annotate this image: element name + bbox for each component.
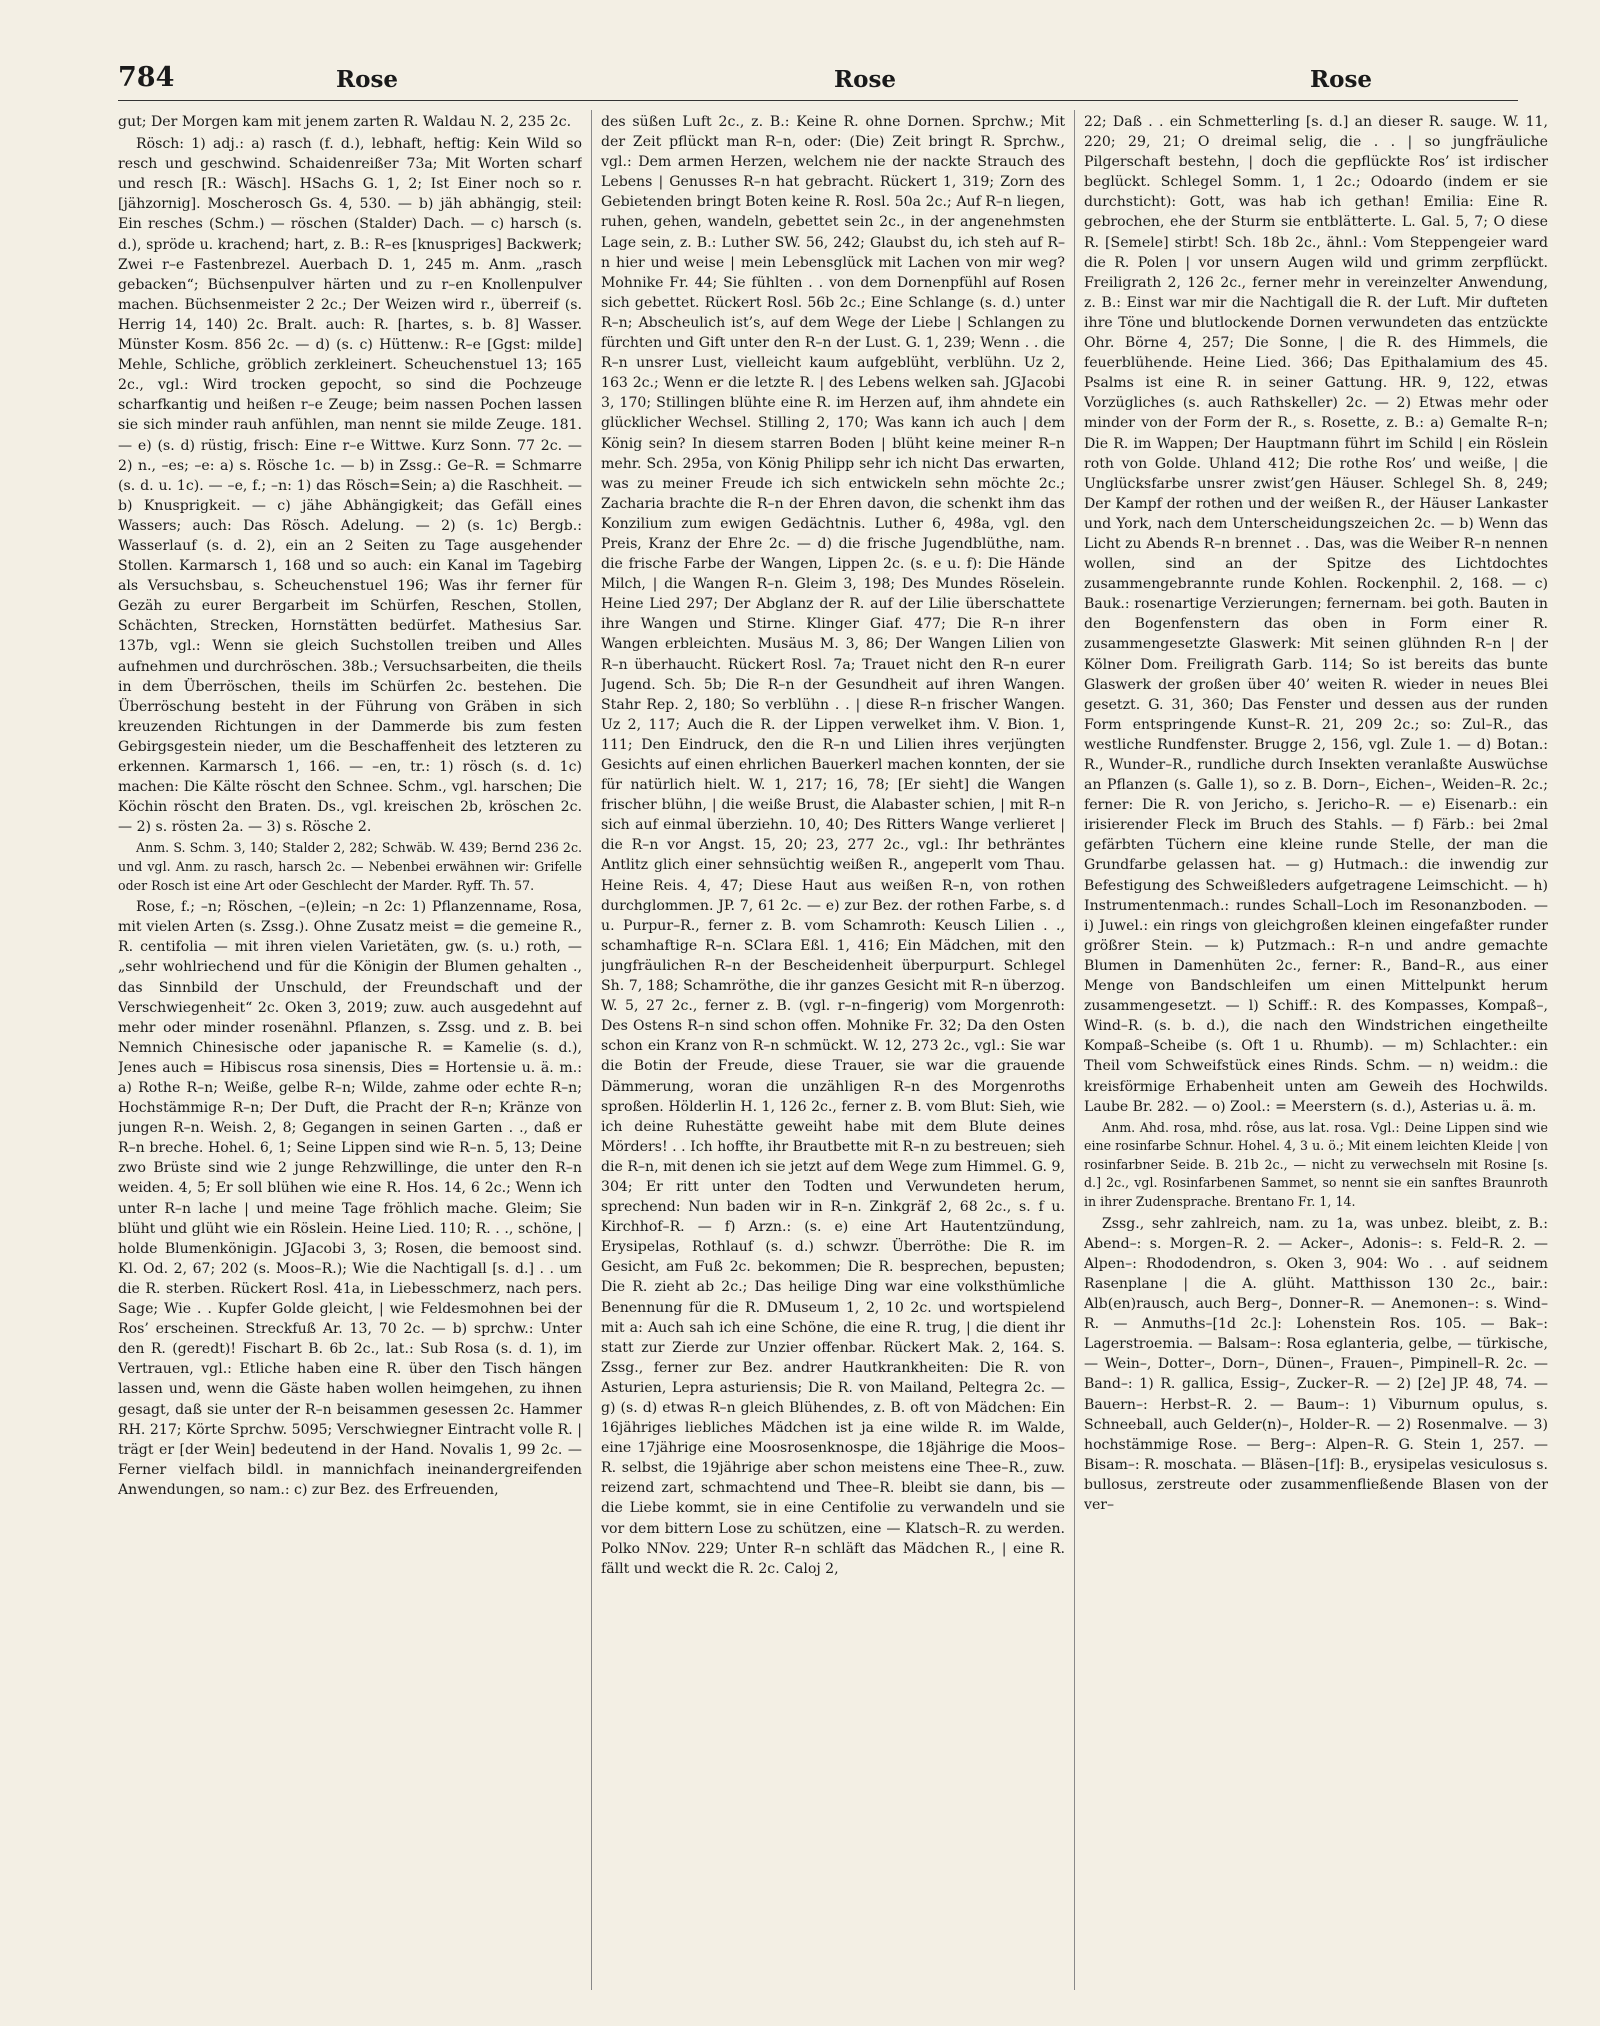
column-3 <box>1084 112 1548 1992</box>
entry-paragraph: Rösch: 1) adj.: a) rasch (f. d.), lebhaft, heftig: Kein Wild so resch und geschwind. Schaidenreißer 73a; Mit Worten scharf und resch [R.: Wäsch]. HSachs G. 1, 2; Ist Einer noch so r. [jähzornig]. Moscherosch Gs. 4, 530. — b) jäh abhängig, steil: Ein resches (Schm.) — röschen (Stalder) Dach. — c) harsch (s. d.), spröde u. krachend; hart, z. B.: R–es [knuspriges] Backwerk; Zwei r–e Fastenbrezel. Auerbach D. 1, 245 m. Anm. „rasch gebacken“; Büchsenpulver härten und zu r–en Knollenpulver machen. Büchsenmeister 2 2c.; Der Weizen wird r., überreif (s. Herrig 14, 140) 2c. Bralt. auch: R. [hartes, s. b. 8] Wasser. Münster Kosm. 856 2c. — d) (s. c) Hüttenw.: R–e [Ggst: milde] Mehle, Schliche, gröblich zerkleinert. Scheuchenstuel 13; 165 2c., vgl.: Wird trocken gepocht, so sind die Pochzeuge scharfkantig und heißen r–e Zeuge; beim nassen Pochen lassen sie sich minder rauh anfühlen, man nennt sie milde Zeuge. 181. — e) (s. d) rüstig, frisch: Eine r–e Wittwe. Kurz Sonn. 77 2c. — 2) n., –es; –e: a) s. Rösche 1c. — b) in Zssg.: Ge–R. = Schmarre (s. d. u. 1c). — –e, f.; –n: 1) das Rösch=Sein; a) die Raschheit. — b) Knusprigkeit. — c) jähe Abhängigkeit; das Gefäll eines Wassers; auch: Das Rösch. Adelung. — 2) (s. 1c) Bergb.: Wasserlauf (s. d. 2), ein an 2 Seiten zu Tage ausgehender Stollen. Karmarsch 1, 168 und so auch: ein Kanal im Tagebirg als Versuchsbau, s. Scheuchenstuel 196; Was ihr ferner für Gezäh zu eurer Bergarbeit im Schürfen, Reschen, Stollen, Schächten, Strecken, Hornstätten bedürfet. Mathesius Sar. 137b, vgl.: Wenn sie gleich Suchstollen treiben und Alles aufnehmen und durchröschen. 38b.; Versuchsarbeiten, die theils in dem Überröschen, theils im Schürfen 2c. bestehen. Die Überröschung besteht in der Führung von Gräben in sich kreuzenden Richtungen in der Dammerde bis zum festen Gebirgsgestein nieder, um die Beschaffenheit des letzteren zu erkennen. Karmarsch 1, 166. — –en, tr.: 1) rösch (s. d. 1c) machen: Die Kälte röscht den Schnee. Schm., vgl. harschen; Die Köchin röscht den Braten. Ds., vgl. kreischen 2b, kröschen 2c. — 2) s. rösten 2a. — 3) s. Rösche 2. <box>118 136 582 836</box>
running-head-left: Rose <box>336 66 399 93</box>
entry-note: Anm. Ahd. rosa, mhd. rôse, aus lat. rosa. Vgl.: Deine Lippen sind wie eine rosinfarbe Schnur. Hohel. 4, 3 u. ö.; Mit einem leichten Kleide | von rosinfarbner Seide. B. 21b 2c., — nicht zu verwechseln mit Rosine [s. d.] 2c., vgl. Rosinfarbenen Sammet, so nennt sie ein sanftes Braunroth in ihrer Zudensprache. Brentano Fr. 1, 14. <box>1084 1119 1548 1210</box>
running-head-middle: Rose <box>834 66 897 93</box>
entry-paragraph: 22; Daß . . ein Schmetterling [s. d.] an dieser R. sauge. W. 11, 220; 29, 21; O dreimal selig, die . . | so jungfräuliche Pilgerschaft bestehn, | doch die gepflückte Ros’ ist irdischer beglückt. Schlegel Somm. 1, 1 2c.; Odoardo (indem er sie durchsticht): Gott, was hab ich gethan! Emilia: Eine R. gebrochen, ehe der Sturm sie entblätterte. L. Gal. 5, 7; O diese R. [Semele] stirbt! Sch. 18b 2c., ähnl.: Vom Steppengeier ward die R. Polen | vor unsern Augen wild und grimm zerpflückt. Freiligrath 2, 126 2c., ferner mehr in vereinzelter Anwendung, z. B.: Einst war mir die Nachtigall die R. der Luft. Mir dufteten ihre Töne und blutlockende Dornen verwundeten das entzückte Ohr. Börne 4, 257; Die Sonne, | die R. des Himmels, die feuerblühende. Heine Lied. 366; Das Epithalamium des 45. Psalms ist eine R. in seiner Gattung. HR. 9, 122, etwas Vorzügliches (s. auch Rathskeller) 2c. — 2) Etwas mehr oder minder von der Form der R., s. Rosette, z. B.: a) Gemalte R–n; Die R. im Wappen; Der Hauptmann führt im Schild | ein Röslein roth von Golde. Uhland 412; Die rothe Ros’ und weiße, | die Unglücksfarbe unsrer zwist’gen Häuser. Schlegel Sh. 8, 249; Der Kampf der rothen und der weißen R., der Häuser Lankaster und York, nach dem Unterscheidungszeichen 2c. — b) Wenn das Licht zu Abends R–n brennet . . Das, was die Weiber R–n nennen wollen, sind an der Spitze des Lichtdochtes zusammengebrannte runde Kohlen. Rockenphil. 2, 168. — c) Bauk.: rosenartige Verzierungen; fernernam. bei goth. Bauten in den Bogenfenstern das oben in Form einer R. zusammengesetzte Glaswerk: Mit seinen glühnden R–n | der Kölner Dom. Freiligrath Garb. 114; So ist bereits das bunte Glaswerk der großen über 40’ weiten R. wieder in neues Blei gesetzt. G. 31, 360; Das Fenster und dessen aus der runden Form entspringende Kunst–R. 21, 209 2c.; so: Zul–R., das westliche Rundfenster. Brugge 2, 156, vgl. Zule 1. — d) Botan.: R., Wunder–R., rundliche durch Insekten veranlaßte Auswüchse an Pflanzen (s. Galle 1), so z. B. Dorn–, Eichen–, Weiden–R. 2c.; ferner: Die R. von Jericho, s. Jericho–R. — e) Eisenarb.: ein irisierender Fleck im Bruch des Stahls. — f) Färb.: bei 2mal gefärbten Tüchern eine kleine runde Stelle, der man die Grundfarbe gelassen hat. — g) Hutmach.: die inwendig zur Befestigung des Schweißleders aufgetragene Leimschicht. — h) Instrumentenmach.: rundes Schall–Loch im Resonanzboden. — i) Juwel.: ein rings von gleichgroßen kleinen eingefaßter runder größrer Stein. — k) Putzmach.: R–n und andre gemachte Blumen in Damenhüten 2c., ferner: R., Band–R., aus einer Menge von Bandschleifen um einen Mittelpunkt herum zusammengesetzt. — l) Schiff.: R. des Kompasses, Kompaß–, Wind–R. (s. b. d.), die nach den Windstrichen eingetheilte Kompaß–Scheibe (s. Oft 1 u. Rhumb). — m) Schlachter.: ein Theil vom Schweifstück eines Rinds. Schm. — n) weidm.: die kreisförmige Erhabenheit unten am Geweih des Hochwilds. Laube Br. 282. — o) Zool.: = Meerstern (s. d.), Asterias u. ä. m. <box>1084 114 1548 1115</box>
entry-paragraph: Zssg., sehr zahlreich, nam. zu 1a, was unbez. bleibt, z. B.: Abend–: s. Morgen–R. 2. — Acker–, Adonis–: s. Feld–R. 2. — Alpen–: Rhododendron, s. Oken 3, 904: Wo . . auf seidnem Rasenplane | die A. glüht. Matthisson 130 2c., bair.: Alb(en)rausch, auch Berg–, Donner–R. — Anemonen–: s. Wind–R. — Anmuths–[1d 2c.]: Lohenstein Ros. 105. — Bak–: Lagerstroemia. — Balsam–: Rosa eglanteria, gelbe, — türkische, — Wein–, Dotter–, Dorn–, Dünen–, Frauen–, Pimpinell–R. 2c. — Band–: 1) R. gallica, Essig–, Zucker–R. — 2) [2e] JP. 48, 74. — Bauern–: Herbst–R. 2. — Baum–: 1) Viburnum opulus, s. Schneeball, auch Gelder(n)–, Holder–R. — 2) Rosenmalve. — 3) hochstämmige Rose. — Berg–: Alpen–R. G. Stein 1, 257. — Bisam–: R. moschata. — Bläsen–[1f]: B., erysipelas vesiculosus s. bullosus, zerstreute oder zusammenfließende Blasen von der ver– <box>1084 1215 1548 1513</box>
entry-note: Anm. S. Schm. 3, 140; Stalder 2, 282; Schwäb. W. 439; Bernd 236 2c. und vgl. Anm. zu rasch, harsch 2c. — Nebenbei erwähnen wir: Grifelle oder Rosch ist eine Art oder Geschlecht der Marder. Ryff. Th. 57. <box>118 840 582 893</box>
column-2 <box>601 112 1065 1992</box>
entry-paragraph: Rose, f.; –n; Röschen, –(e)lein; –n 2c: 1) Pflanzenname, Rosa, mit vielen Arten (s. Zssg.). Ohne Zusatz meist = die gemeine R., R. centifolia — mit ihren vielen Varietäten, gw. (s. u.) roth, — „sehr wohlriechend und für die Königin der Blumen gehalten ., das Sinnbild der Unschuld, der Freundschaft und der Verschwiegenheit“ 2c. Oken 3, 2019; zuw. auch ausgedehnt auf mehr oder minder rosenähnl. Pflanzen, s. Zssg. und z. B. bei Nemnich Chinesische oder japanische R. = Kamelie (s. d.), Jenes auch = Hibiscus rosa sinensis, Dies = Hortensie u. ä. m.: a) Rothe R–n; Weiße, gelbe R–n; Wilde, zahme oder echte R–n; Hochstämmige R–n; Der Duft, die Pracht der R–n; Kränze von jungen R–n. Weish. 2, 8; Gegangen in seinen Garten . ., daß er R–n breche. Hohel. 6, 1; Seine Lippen sind wie R–n. 5, 13; Deine zwo Brüste sind wie 2 junge Rehzwillinge, die unter den R–n weiden. 4, 5; Er soll blühen wie eine R. Hos. 14, 6 2c.; Wenn ich unter R–n lache | und meine Tage fröhlich mache. Gleim; Sie blüht und glüht wie ein Röslein. Heine Lied. 110; R. . ., schöne, | holde Blumenkönigin. JGJacobi 3, 3; Rosen, die bemoost sind. Kl. Od. 2, 67; 202 (s. Moos–R.); Wie die Nachtigall [s. d.] . . um die R. sterben. Rückert Rosl. 41a, in Liebesschmerz, nach pers. Sage; Wie . . Kupfer Golde gleicht, | wie Feldesmohnen bei der Ros’ erscheinen. Streckfuß Ar. 13, 70 2c. — b) sprchw.: Unter den R. (geredt)! Fischart B. 6b 2c., lat.: Sub Rosa (s. d. 1), im Vertrauen, vgl.: Etliche haben eine R. über den Tisch hängen lassen und, wenn die Gäste haben wollen heimgehen, zu ihnen gesagt, daß sie unter der R–n beisammen gesessen 2c. Hammer RH. 217; Körte Sprchw. 5095; Verschwiegner Eintracht volle R. | trägt er [der Wein] bedeutend in der Hand. Novalis 1, 99 2c. — Ferner vielfach bildl. in mannichfach ineinandergreifenden Anwendungen, so nam.: c) zur Bez. des Erfreuenden, <box>118 899 582 1498</box>
page-number: 784 <box>118 62 175 93</box>
column-divider <box>1074 110 1075 1990</box>
header-rule <box>118 100 1518 101</box>
entry-paragraph: des süßen Luft 2c., z. B.: Keine R. ohne Dornen. Sprchw.; Mit der Zeit pflückt man R–n, oder: (Die) Zeit bringt R. Sprchw., vgl.: Dem armen Herzen, welchem nie der nackte Strauch des Lebens | Genusses R–n hat gebracht. Rückert 1, 319; Zorn des Gebietenden bringt Boten keine R. Rosl. 50a 2c.; Auf R–n liegen, ruhen, gehen, wandeln, gebettet sein 2c., in der angenehmsten Lage sein, z. B.: Luther SW. 56, 242; Glaubst du, ich steh auf R–n hier und weise | mein Lebensglück mit Lachen von mir weg? Mohnike Fr. 44; Sie fühlten . . von dem Dornenpfühl auf Rosen sich gebettet. Rückert Rosl. 56b 2c.; Eine Schlange (s. d.) unter R–n; Abscheulich ist’s, auf dem Wege der Liebe | Schlangen zu fürchten und Gift unter den R–n der Lust. G. 1, 239; Wenn . . die R–n unsrer Lust, vielleicht kaum aufgeblüht, verblühn. Uz 2, 163 2c.; Wenn er die letzte R. | des Lebens welken sah. JGJacobi 3, 170; Stillingen blühte eine R. im Herzen auf, ihm ahndete ein glücklicher Wechsel. Stilling 2, 170; Was kann ich auch | dem König sein? In diesem starren Boden | blüht keine meiner R–n mehr. Sch. 295a, von König Philipp sehr ich nicht Das erwarten, was zu meiner Freude ich sich entwickeln sehn möchte 2c.; Zacharia brachte die R–n der Ehren davon, die schenkt ihm das Konzilium zum ewigen Gedächtnis. Luther 6, 498a, vgl. den Preis, Kranz der Ehre 2c. — d) die frische Jugendblüthe, nam. die frische Farbe der Wangen, Lippen 2c. (s. e u. f): Die Hände Milch, | die Wangen R–n. Gleim 3, 198; Des Mundes Röselein. Heine Lied 297; Der Abglanz der R. auf der Lilie überschattete ihre Wangen und Stirne. Klinger Giaf. 477; Die R–n ihrer Wangen erbleichten. Musäus M. 3, 86; Der Wangen Lilien von R–n überhaucht. Rückert Rosl. 7a; Trauet nicht den R–n eurer Jugend. Sch. 5b; Die R–n der Gesundheit auf ihren Wangen. Stahr Rep. 2, 180; So verblühn . . | diese R–n frischer Wangen. Uz 2, 117; Auch die R. der Lippen verwelket ihm. V. Bion. 1, 111; Den Eindruck, den die R–n und Lilien ihres verjüngten Gesichts auf einen ehrlichen Bauerkerl machen konnten, der sie für natürlich hielt. W. 1, 217; 16, 78; [Er sieht] die Wangen frischer blühn, | die weiße Brust, die Alabaster schien, | mit R–n sich auf einmal überziehn. 10, 40; Des Ritters Wange verlieret | die R–n vor Angst. 15, 20; 23, 277 2c., vgl.: Ihr bethräntes Antlitz glich einer sehnsüchtig weißen R., angeperlt vom Thau. Heine Reis. 4, 47; Diese Haut aus weißen R–n, von rothen durchglommen. JP. 7, 61 2c. — e) zur Bez. der rothen Farbe, s. d u. Purpur–R., ferner z. B. vom Schamroth: Keusch Lilien . ., schamhaftige R–n. SClara Eßl. 1, 416; Ein Mädchen, mit den jungfräulichen R–n der Bescheidenheit überpurpurt. Schlegel Sh. 7, 188; Schamröthe, die ihr ganzes Gesicht mit R–n überzog. W. 5, 27 2c., ferner z. B. (vgl. r–n–fingerig) vom Morgenroth: Des Ostens R–n sind schon offen. Mohnike Fr. 32; Da den Osten schon ein Kranz von R–n schmückt. W. 12, 273 2c., vgl.: Sie war die Botin der Freude, diese Trauer, sie war die grauende Dämmerung, woran die unzähligen R–n des Morgenroths sproßen. Hölderlin H. 1, 126 2c., ferner z. B. vom Blut: Sieh, wie ich deine Ruhestätte geweiht habe mit dem Blute deines Mörders! . . Ich hoffte, ihr Brautbette mit R–n zu bestreuen; sieh die R–n, mit denen ich sie jetzt auf dem Wege zum Himmel. G. 9, 304; Er ritt unter den Todten und Verwundeten herum, sprechend: Nun baden wir in R–n. Zinkgräf 2, 68 2c., s. f u. Kirchhof–R. — f) Arzn.: (s. e) eine Art Hautentzündung, Erysipelas, Rothlauf (s. d.) schwzr. Überröthe: Die R. im Gesicht, am Fuß 2c. bekommen; Die R. besprechen, bepusten; Die R. zieht ab 2c.; Das heilige Ding war eine volksthümliche Benennung für die R. DMuseum 1, 2, 10 2c. und wortspielend mit a: Auch sah ich eine Schöne, die eine R. trug, | die dient ihr statt zur Zierde zur Unzier offenbar. Rückert Mak. 2, 164. S. Zssg., ferner zur Bez. andrer Hautkrankheiten: Die R. von Asturien, Lepra asturiensis; Die R. von Mailand, Peltegra 2c. — g) (s. d) etwas R–n gleich Blühendes, z. B. oft von Mädchen: Ein 16jähriges liebliches Mädchen ist ja eine wilde R. im Walde, eine 17jährige eine Moosrosenknospe, die 18jährige die Moos–R. selbst, die 19jährige aber schon meistens eine Thee–R., zuw. reizend zart, schmachtend und Thee–R. bleibt sie dann, bis — die Liebe kommt, sie in eine Centifolie zu verwandeln und sie vor dem bittern Lose zu schützen, eine — Klatsch–R. zu werden. Polko NNov. 229; Unter R–n schläft das Mädchen R., | eine R. fällt und weckt die R. 2c. Caloj 2, <box>601 114 1065 1577</box>
entry-paragraph: gut; Der Morgen kam mit jenem zarten R. Waldau N. 2, 235 2c. <box>118 114 572 130</box>
column-1 <box>118 112 582 1992</box>
running-head-right: Rose <box>1310 66 1373 93</box>
column-divider <box>591 110 592 1990</box>
